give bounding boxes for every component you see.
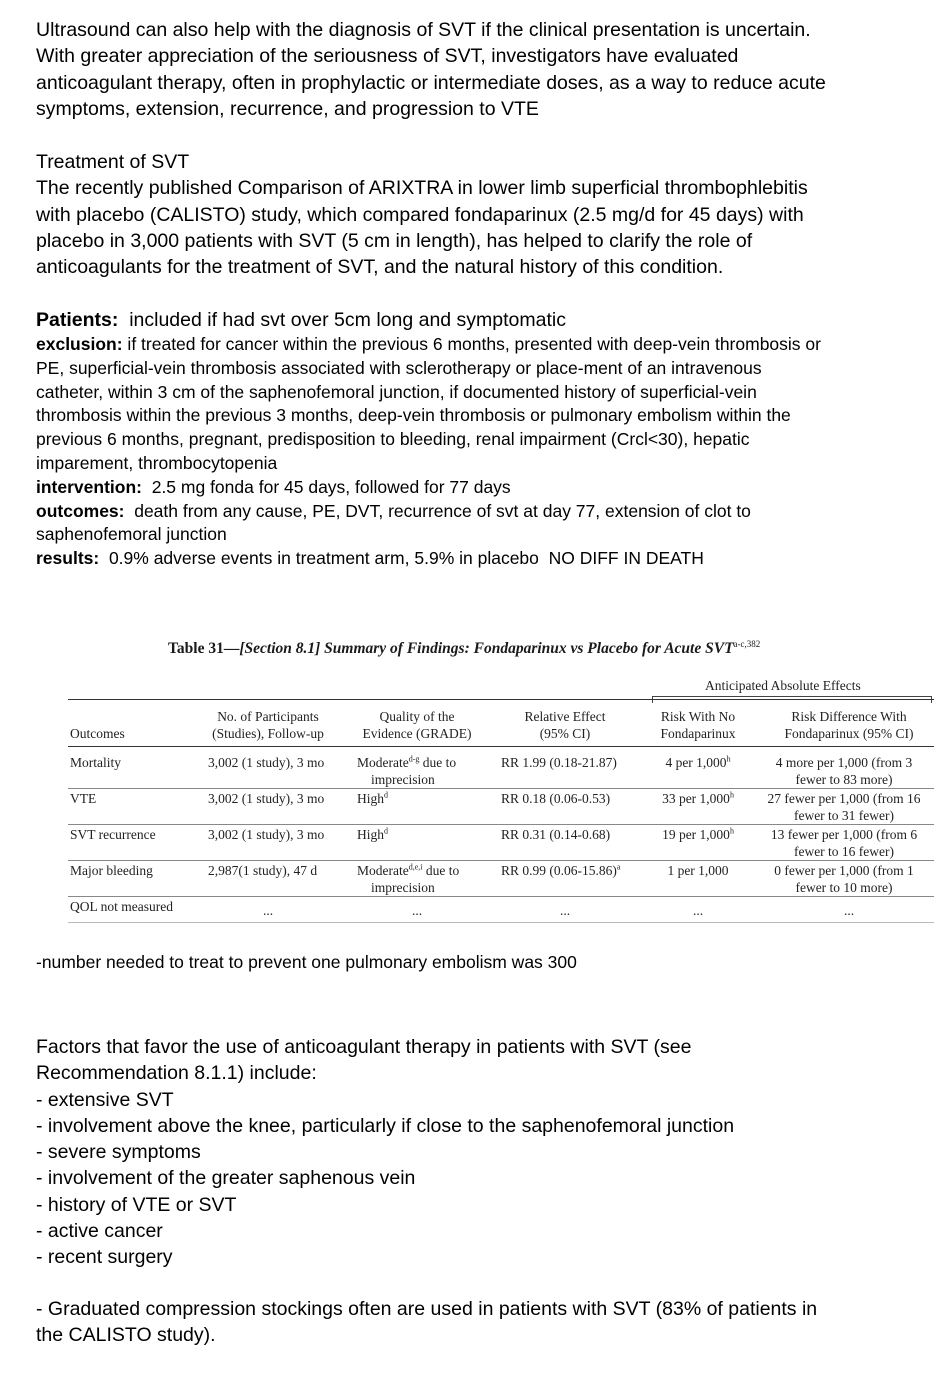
row-risk: 1 per 1,000 xyxy=(667,863,729,878)
header-outcomes: Outcomes xyxy=(70,726,125,741)
treatment-line: placebo in 3,000 patients with SVT (5 cm in length), has helped to clarify the role of xyxy=(36,229,753,252)
row-quality: High$^d$ xyxy=(357,826,388,842)
row-difference: 27 fewer per 1,000 (from 16 fewer to 31 fewer) xyxy=(767,791,921,823)
treatment-line: with placebo (CALISTO) study, which compared fondaparinux (2.5 mg/d for 45 days) with xyxy=(36,203,804,226)
factors-section xyxy=(36,1034,936,1271)
exclusion-line: catheter, within 3 cm of the saphenofemoral junction, if documented history of superficial-vein xyxy=(36,381,757,402)
row-quality: ... xyxy=(411,903,423,918)
factor-item: - active cancer xyxy=(36,1220,163,1243)
stockings-line: the CALISTO study). xyxy=(36,1324,216,1347)
header-relative: Relative Effect (95% CI) xyxy=(524,709,606,741)
row-risk: 33 per 1,000$^h$ xyxy=(662,790,734,806)
factor-item: - severe symptoms xyxy=(36,1141,201,1164)
row-divider xyxy=(68,860,934,861)
header-participants: No. of Participants (Studies), Follow-up xyxy=(212,709,324,741)
row-divider xyxy=(68,824,934,825)
row-outcome: Mortality xyxy=(70,755,121,770)
intro-paragraph xyxy=(36,17,936,122)
row-participants: 3,002 (1 study), 3 mo xyxy=(208,827,325,842)
treatment-line: anticoagulants for the treatment of SVT, and the natural history of this condition. xyxy=(36,256,724,279)
group-header: Anticipated Absolute Effects xyxy=(705,678,861,693)
row-quality: High$^d$ xyxy=(357,790,388,806)
pico-details xyxy=(36,333,936,571)
row-difference: 13 fewer per 1,000 (from 6 fewer to 16 fewer) xyxy=(770,827,918,859)
row-participants: 2,987(1 study), 47 d xyxy=(208,863,318,878)
header-quality: Quality of the Evidence (GRADE) xyxy=(362,709,472,741)
intro-line: symptoms, extension, recurrence, and progression to VTE xyxy=(36,97,539,120)
row-divider xyxy=(68,788,934,789)
intro-line: With greater appreciation of the seriousness of SVT, investigators have evaluated xyxy=(36,45,739,68)
results-text: 0.9% adverse events in treatment arm, 5.9% in placebo NO DIFF IN DEATH xyxy=(99,548,704,569)
intro-line: anticoagulant therapy, often in prophylactic or intermediate doses, as a way to reduce acute xyxy=(36,71,826,94)
row-participants: 3,002 (1 study), 3 mo xyxy=(208,755,325,770)
row-outcome: SVT recurrence xyxy=(70,827,156,842)
factors-intro: Factors that favor the use of anticoagulant therapy in patients with SVT (see xyxy=(36,1036,692,1058)
header-difference: Risk Difference With Fondaparinux (95% CI) xyxy=(784,709,914,741)
header-rule xyxy=(68,746,934,747)
bottom-rule xyxy=(68,922,934,923)
factor-item: - extensive SVT xyxy=(36,1088,174,1111)
row-quality-cont: imprecision xyxy=(371,772,435,787)
header-risk: Risk With No Fondaparinux xyxy=(660,709,736,741)
factor-item: - recent surgery xyxy=(36,1246,173,1269)
row-divider xyxy=(68,896,934,897)
treatment-heading: Treatment of SVT xyxy=(36,151,190,173)
row-relative: ... xyxy=(559,903,571,918)
outcomes-line: saphenofemoral junction xyxy=(36,524,227,545)
patients-line xyxy=(36,307,936,333)
findings-table xyxy=(68,640,934,925)
row-risk: 19 per 1,000$^h$ xyxy=(662,826,734,842)
row-risk: 4 per 1,000$^h$ xyxy=(665,754,731,770)
factor-item: - involvement of the greater saphenous vein xyxy=(36,1167,416,1190)
stockings-note xyxy=(36,1296,936,1349)
exclusion-label: exclusion: xyxy=(36,334,123,354)
treatment-section xyxy=(36,149,936,280)
treatment-line: The recently published Comparison of ARIXTRA in lower limb superficial thrombophlebitis xyxy=(36,177,808,200)
row-relative: RR 0.31 (0.14-0.68) xyxy=(501,827,611,842)
row-risk: ... xyxy=(692,903,704,918)
row-outcome: VTE xyxy=(70,791,97,806)
row-relative: RR 0.99 $(0.06-15.86)^a$ xyxy=(501,862,621,878)
row-outcome: QOL not measured xyxy=(70,899,173,914)
exclusion-text: if treated for cancer within the previous 6 months, presented with deep-vein thrombosis or xyxy=(122,334,821,354)
top-rule xyxy=(68,699,934,700)
outcomes-text: death from any cause, PE, DVT, recurrence of svt at day 77, extension of clot to xyxy=(124,500,751,521)
intervention-label: intervention: xyxy=(36,476,142,497)
row-difference: ... xyxy=(843,903,855,918)
row-difference: 0 fewer per 1,000 (from 1 fewer to 10 more) xyxy=(774,863,914,895)
row-relative: RR 1.99 (0.18-21.87) xyxy=(501,755,617,770)
row-difference: 4 more per 1,000 (from 3 fewer to 83 more) xyxy=(775,755,913,787)
stockings-line: - Graduated compression stockings often are used in patients with SVT (83% of patients in xyxy=(36,1298,818,1320)
nnt-note: -number needed to treat to prevent one pulmonary embolism was 300 xyxy=(36,952,577,972)
exclusion-line: PE, superficial-vein thrombosis associated with sclerotherapy or place-ment of an intravenous xyxy=(36,357,762,378)
row-participants: 3,002 (1 study), 3 mo xyxy=(208,791,325,806)
factors-intro: Recommendation 8.1.1) include: xyxy=(36,1062,317,1085)
intervention-text: 2.5 mg fonda for 45 days, followed for 77 days xyxy=(141,476,511,497)
row-quality: Moderate$^{d-g}$ due to xyxy=(357,754,457,770)
table-caption: Table 31—[Section 8.1] Summary of Findings: Fondaparinux vs Placebo for Acute SVT$^{a-c,382}$ xyxy=(168,638,761,657)
outcomes-label: outcomes: xyxy=(36,500,125,521)
exclusion-line: previous 6 months, pregnant, predisposition to bleeding, renal impairment (Crcl<30), hepatic xyxy=(36,429,750,450)
patients-label: Patients: xyxy=(36,309,119,331)
row-participants: ... xyxy=(262,903,274,918)
exclusion-line: thrombosis within the previous 3 months, deep-vein thrombosis or pulmonary embolism within the xyxy=(36,405,791,426)
factor-item: - history of VTE or SVT xyxy=(36,1193,237,1216)
exclusion-line: imparement, thrombocytopenia xyxy=(36,452,278,473)
intro-line: Ultrasound can also help with the diagnosis of SVT if the clinical presentation is uncertain. xyxy=(36,19,811,41)
results-label: results: xyxy=(36,548,100,569)
row-outcome: Major bleeding xyxy=(70,863,153,878)
patients-text: included if had svt over 5cm long and symptomatic xyxy=(118,309,566,331)
factor-item: - involvement above the knee, particularly if close to the saphenofemoral junction xyxy=(36,1114,735,1137)
row-relative: RR 0.18 (0.06-0.53) xyxy=(501,791,611,806)
row-quality: Moderate$^{d,e,i}$ due to xyxy=(357,862,460,878)
row-quality-cont: imprecision xyxy=(371,880,435,895)
